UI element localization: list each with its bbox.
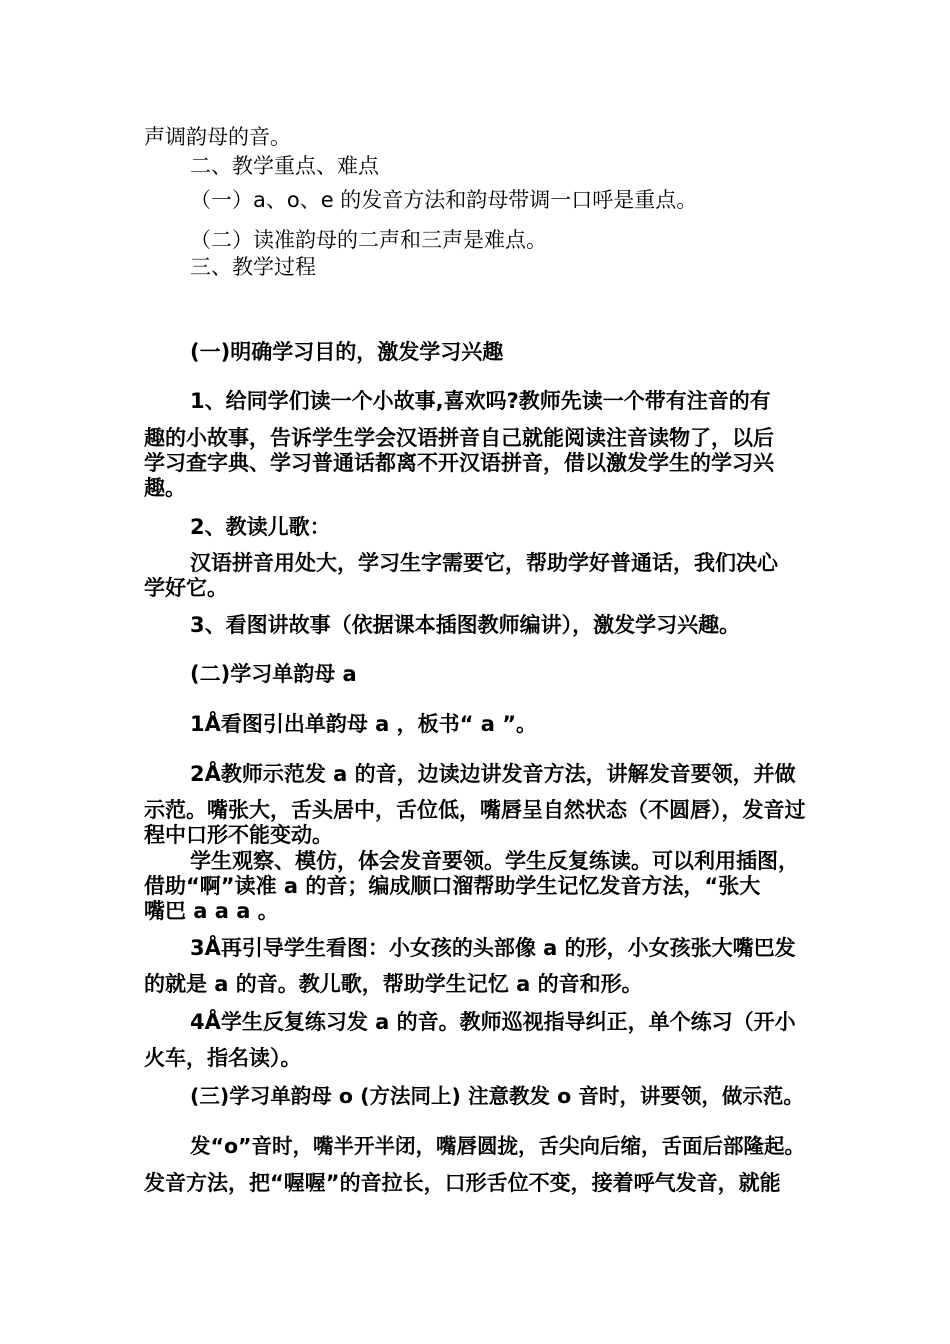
- subsection-heading: (一)明确学习目的，激发学习兴趣: [190, 340, 504, 364]
- text-line: 2Å教师示范发 a 的音，边读边讲发音方法，讲解发音要领，并做: [190, 762, 796, 786]
- text-line: 3、看图讲故事（依据课本插图教师编讲），激发学习兴趣。: [190, 613, 741, 637]
- text-line: 发“o”音时，嘴半开半闭，嘴唇圆拢，舌尖向后缩，舌面后部隆起。: [190, 1134, 806, 1158]
- text-line: 2、教读儿歌：: [190, 515, 331, 539]
- text-line: 1Å看图引出单韵母 a ，板书“ a ”。: [190, 712, 538, 736]
- subsection-heading: (三)学习单韵母 o (方法同上) 注意教发 o 音时，讲要领，做示范。: [190, 1084, 804, 1108]
- text-line: 借助“啊”读准 a 的音；编成顺口溜帮助学生记忆发音方法，“张大: [144, 874, 761, 898]
- text-line: 趣。: [144, 476, 186, 500]
- section-heading: 二、教学重点、难点: [190, 154, 379, 178]
- text-line: 学生观察、模仿，体会发音要领。学生反复练读。可以利用插图，: [190, 849, 799, 873]
- text-line: 示范。嘴张大，舌头居中，舌位低，嘴唇呈自然状态（不圆唇），发音过: [144, 798, 806, 822]
- text-line: 1、给同学们读一个小故事,喜欢吗?教师先读一个带有注音的有: [190, 389, 771, 413]
- text-line: 的就是 a 的音。教儿歌，帮助学生记忆 a 的音和形。: [144, 972, 643, 996]
- text-line: 4Å学生反复练习发 a 的音。教师巡视指导纠正，单个练习（开小: [190, 1010, 796, 1034]
- text-line: 汉语拼音用处大，学习生字需要它，帮助学好普通话，我们决心: [190, 551, 778, 575]
- text-line: 3Å再引导学生看图：小女孩的头部像 a 的形，小女孩张大嘴巴发: [190, 936, 796, 960]
- text-line: 火车，指名读）。: [144, 1046, 302, 1070]
- text-line: 趣的小故事，告诉学生学会汉语拼音自己就能阅读注音读物了，以后: [144, 426, 774, 450]
- text-line: 程中口形不能变动。: [144, 823, 333, 847]
- text-line: （一）a、o、e 的发音方法和韵母带调一口呼是重点。: [190, 188, 698, 212]
- text-line: （二）读准韵母的二声和三声是难点。: [190, 228, 547, 252]
- subsection-heading: (二)学习单韵母 a: [190, 662, 357, 686]
- text-line: 学习查字典、学习普通话都离不开汉语拼音，借以激发学生的学习兴: [144, 451, 774, 475]
- text-line: 嘴巴 a a a 。: [144, 899, 279, 923]
- text-line: 学好它。: [144, 576, 228, 600]
- text-line: 发音方法，把“喔喔”的音拉长，口形舌位不变，接着呼气发音，就能: [144, 1171, 781, 1195]
- section-heading: 三、教学过程: [190, 255, 316, 279]
- text-line: 声调韵母的音。: [144, 125, 291, 149]
